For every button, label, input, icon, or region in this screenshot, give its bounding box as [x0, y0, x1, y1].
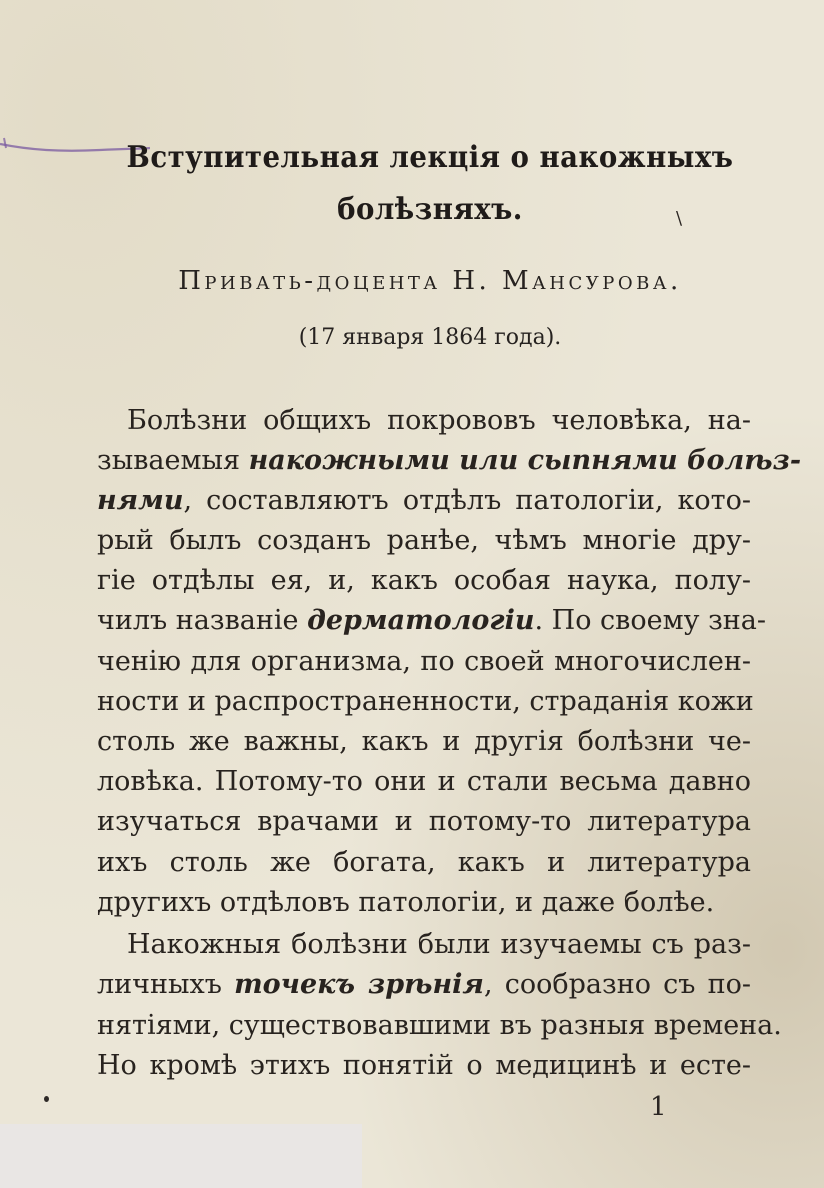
text-line-part: зываемыя	[97, 445, 249, 476]
text-line-part: чилъ названіе	[97, 605, 308, 636]
text-line: рый былъ созданъ ранѣе, чѣмъ многіе дру-	[97, 525, 751, 556]
text-line-part: , сообразно съ по-	[483, 969, 751, 1000]
text-line: гіе отдѣлы ея, и, какъ особая наука, полу-	[97, 565, 751, 596]
text-line-with-emphasis	[97, 971, 751, 998]
text-line-part: личныхъ	[97, 969, 235, 1000]
text-line: другихъ отдѣловъ патологіи, и даже болѣе.	[97, 887, 715, 918]
text-line-with-emphasis	[97, 605, 767, 636]
text-line: Болѣзни общихъ покрововъ человѣка, на-	[127, 405, 751, 436]
lecture-title-line-2: болѣзняхъ.	[337, 192, 523, 227]
text-line-part: . По своему зна-	[534, 605, 767, 636]
text-line: столь же важны, какъ и другія болѣзни че-	[97, 726, 751, 757]
stray-mark: \	[676, 208, 683, 229]
ink-dot	[44, 1096, 49, 1102]
page-number: 1	[650, 1092, 667, 1122]
text-line: ченію для организма, по своей многочислен-	[97, 646, 751, 677]
text-line: нятіями, существовавшими въ разныя времена.	[97, 1010, 782, 1041]
emphasized-term: точекъ зрѣнія	[234, 969, 484, 1000]
emphasized-term: нями	[97, 485, 184, 516]
text-line-with-emphasis	[97, 487, 751, 514]
text-line: ловѣка. Потому-то они и стали весьма давно	[97, 766, 751, 797]
text-line: Но кромѣ этихъ понятій о медицинѣ и есте-	[97, 1050, 751, 1081]
text-line: Накожныя болѣзни были изучаемы съ раз-	[127, 929, 751, 960]
text-line: ности и распространенности, страданія кожи	[97, 686, 754, 717]
emphasized-term: накожными или сыпнями болѣз-	[248, 445, 802, 476]
text-line-part: , составляютъ отдѣлъ патологіи, кото-	[183, 485, 751, 516]
date-line: (17 января 1864 года).	[298, 325, 562, 350]
author-line: Привать-доцента Н. Мансурова.	[178, 266, 682, 296]
scan-patch	[0, 1124, 362, 1188]
text-line-with-emphasis	[97, 445, 802, 476]
text-line: ихъ столь же богата, какъ и литература	[97, 847, 751, 878]
emphasized-term: дерматологіи	[307, 605, 535, 636]
text-line: изучаться врачами и потому-то литература	[97, 806, 751, 837]
lecture-title-line-1: Вступительная лекція о накожныхъ	[126, 140, 734, 175]
